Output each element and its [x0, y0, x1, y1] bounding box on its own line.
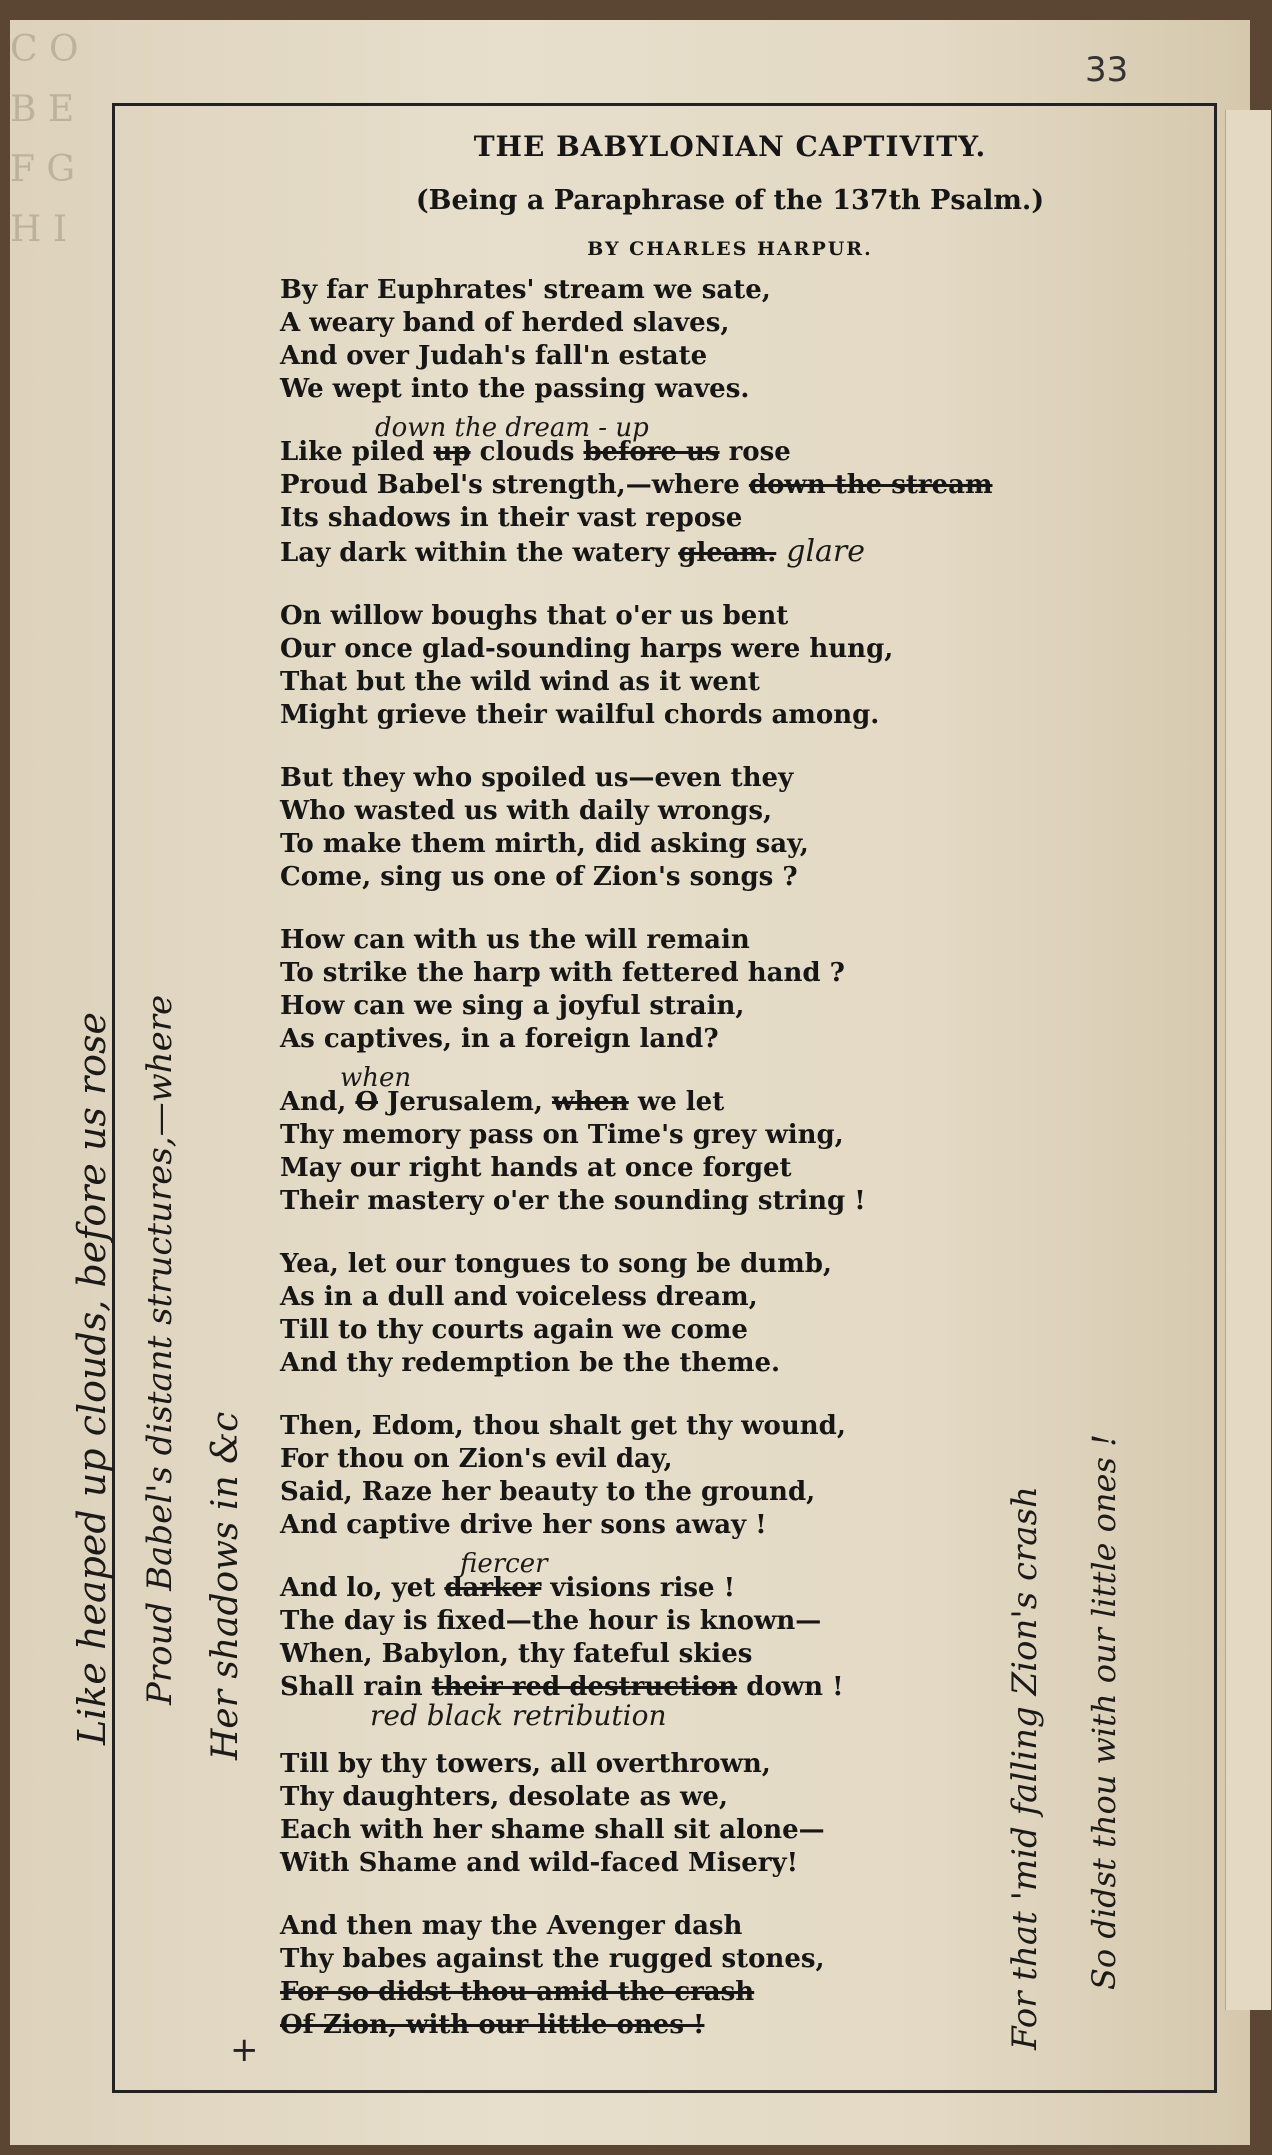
poem-line: We wept into the passing waves.: [280, 374, 750, 404]
poem-line: The day is fixed—the hour is known—: [280, 1606, 822, 1636]
poem: [280, 130, 1180, 2072]
text-segment: clouds: [470, 437, 584, 467]
poem-line: To strike the harp with fettered hand ?: [280, 958, 845, 988]
stanza-6: [280, 1063, 1180, 1218]
page-number: 33: [1085, 50, 1129, 90]
text-segment: And,: [280, 1087, 356, 1117]
margin-note: Like heaped up clouds, before us rose: [70, 1011, 114, 1745]
text-segment: And lo, yet: [280, 1573, 445, 1603]
stanza-1: [280, 274, 1180, 406]
poem-line: [280, 1671, 1180, 1732]
struck-text: before us: [583, 437, 720, 467]
text-segment: we let: [628, 1087, 725, 1117]
text-segment: visions rise !: [541, 1573, 736, 1603]
poem-line: Of Zion, with our little ones !: [280, 2010, 705, 2040]
margin-note: Proud Babel's distant structures,—where: [140, 994, 180, 1705]
cross-mark-icon: +: [230, 2030, 259, 2070]
margin-note: Her shadows in &c: [205, 1411, 246, 1760]
struck-text: darker: [444, 1573, 542, 1603]
poem-line: Till by thy towers, all overthrown,: [280, 1749, 771, 1779]
handwritten-correction: down the dream - up: [375, 413, 649, 443]
poem-line: [280, 1063, 1180, 1119]
poem-line: Might grieve their wailful chords among.: [280, 700, 880, 730]
adjacent-page-edge: [1225, 110, 1271, 2010]
bleed-through-column: C O B E F G H I: [10, 29, 79, 250]
poem-line: Then, Edom, thou shalt get thy wound,: [280, 1411, 846, 1441]
poem-line: For thou on Zion's evil day,: [280, 1444, 673, 1474]
poem-line: Till to thy courts again we come: [280, 1315, 748, 1345]
poem-line: Come, sing us one of Zion's songs ?: [280, 862, 798, 892]
poem-line: When, Babylon, thy fateful skies: [280, 1639, 753, 1669]
stanza-7: [280, 1248, 1180, 1380]
margin-note: So didst thou with our little ones !: [1085, 1434, 1123, 1990]
struck-text: O: [355, 1087, 379, 1117]
text-segment: Lay dark within the watery: [280, 538, 679, 568]
poem-line: [280, 469, 1180, 502]
poem-line: With Shame and wild-faced Misery!: [280, 1848, 798, 1878]
stanza-5: [280, 924, 1180, 1056]
poem-line: [280, 413, 1180, 469]
poem-line: Each with her shame shall sit alone—: [280, 1815, 825, 1845]
poem-line: To make them mirth, did asking say,: [280, 829, 809, 859]
poem-line: Yea, let our tongues to song be dumb,: [280, 1249, 832, 1279]
poem-line: And over Judah's fall'n estate: [280, 341, 708, 371]
handwritten-correction: when: [340, 1063, 412, 1093]
poem-line: By far Euphrates' stream we sate,: [280, 275, 771, 305]
poem-line: [280, 535, 1180, 570]
poem-line: As in a dull and voiceless dream,: [280, 1282, 758, 1312]
stanza-4: [280, 762, 1180, 894]
poem-line: On willow boughs that o'er us bent: [280, 601, 789, 631]
poem-line: A weary band of herded slaves,: [280, 308, 730, 338]
struck-text: when: [552, 1087, 629, 1117]
poem-line: Thy babes against the rugged stones,: [280, 1944, 825, 1974]
poem-line: Said, Raze her beauty to the ground,: [280, 1477, 816, 1507]
poem-line: But they who spoiled us—even they: [280, 763, 794, 793]
poem-line: And then may the Avenger dash: [280, 1911, 743, 1941]
text-segment: Like piled: [280, 437, 434, 467]
struck-text: gleam.: [678, 538, 777, 568]
poem-line: How can with us the will remain: [280, 925, 750, 955]
stanza-2: [280, 413, 1180, 570]
struck-text: their red destruction: [431, 1672, 738, 1702]
stanza-10: [280, 1748, 1180, 1880]
poem-line: Their mastery o'er the sounding string !: [280, 1186, 866, 1216]
poem-line: Our once glad-sounding harps were hung,: [280, 634, 894, 664]
poem-line: Its shadows in their vast repose: [280, 503, 743, 533]
poem-byline: BY CHARLES HARPUR.: [587, 238, 873, 260]
struck-text: down the stream: [748, 470, 993, 500]
poem-line: Who wasted us with daily wrongs,: [280, 796, 773, 826]
poem-line: And captive drive her sons away !: [280, 1510, 767, 1540]
poem-subtitle: (Being a Paraphrase of the 137th Psalm.): [415, 185, 1045, 216]
handwritten-correction: glare: [786, 534, 866, 569]
poem-line: May our right hands at once forget: [280, 1153, 792, 1183]
struck-text: up: [433, 437, 471, 467]
poem-line: Thy memory pass on Time's grey wing,: [280, 1120, 844, 1150]
handwritten-correction: red black retribution: [370, 1699, 667, 1732]
stanza-11: [280, 1910, 1180, 2042]
text-segment: Proud Babel's strength,—where: [280, 470, 749, 500]
poem-line: And thy redemption be the theme.: [280, 1348, 781, 1378]
poem-line: That but the wild wind as it went: [280, 667, 760, 697]
stanza-8: [280, 1410, 1180, 1542]
text-segment: Jerusalem,: [378, 1087, 553, 1117]
poem-line: As captives, in a foreign land?: [280, 1024, 719, 1054]
text-segment: rose: [719, 437, 791, 467]
margin-note: For that 'mid falling Zion's crash: [1005, 1486, 1045, 2050]
poem-title: THE BABYLONIAN CAPTIVITY.: [473, 130, 987, 163]
stanza-9: [280, 1549, 1180, 1732]
poem-line: Thy daughters, desolate as we,: [280, 1782, 728, 1812]
stanza-3: [280, 600, 1180, 732]
text-segment: Shall rain: [280, 1672, 432, 1702]
handwritten-correction: fiercer: [460, 1549, 548, 1579]
text-segment: down !: [737, 1672, 844, 1702]
poem-line: [280, 1549, 1180, 1605]
poem-line: For so didst thou amid the crash: [280, 1977, 755, 2007]
poem-line: How can we sing a joyful strain,: [280, 991, 745, 1021]
